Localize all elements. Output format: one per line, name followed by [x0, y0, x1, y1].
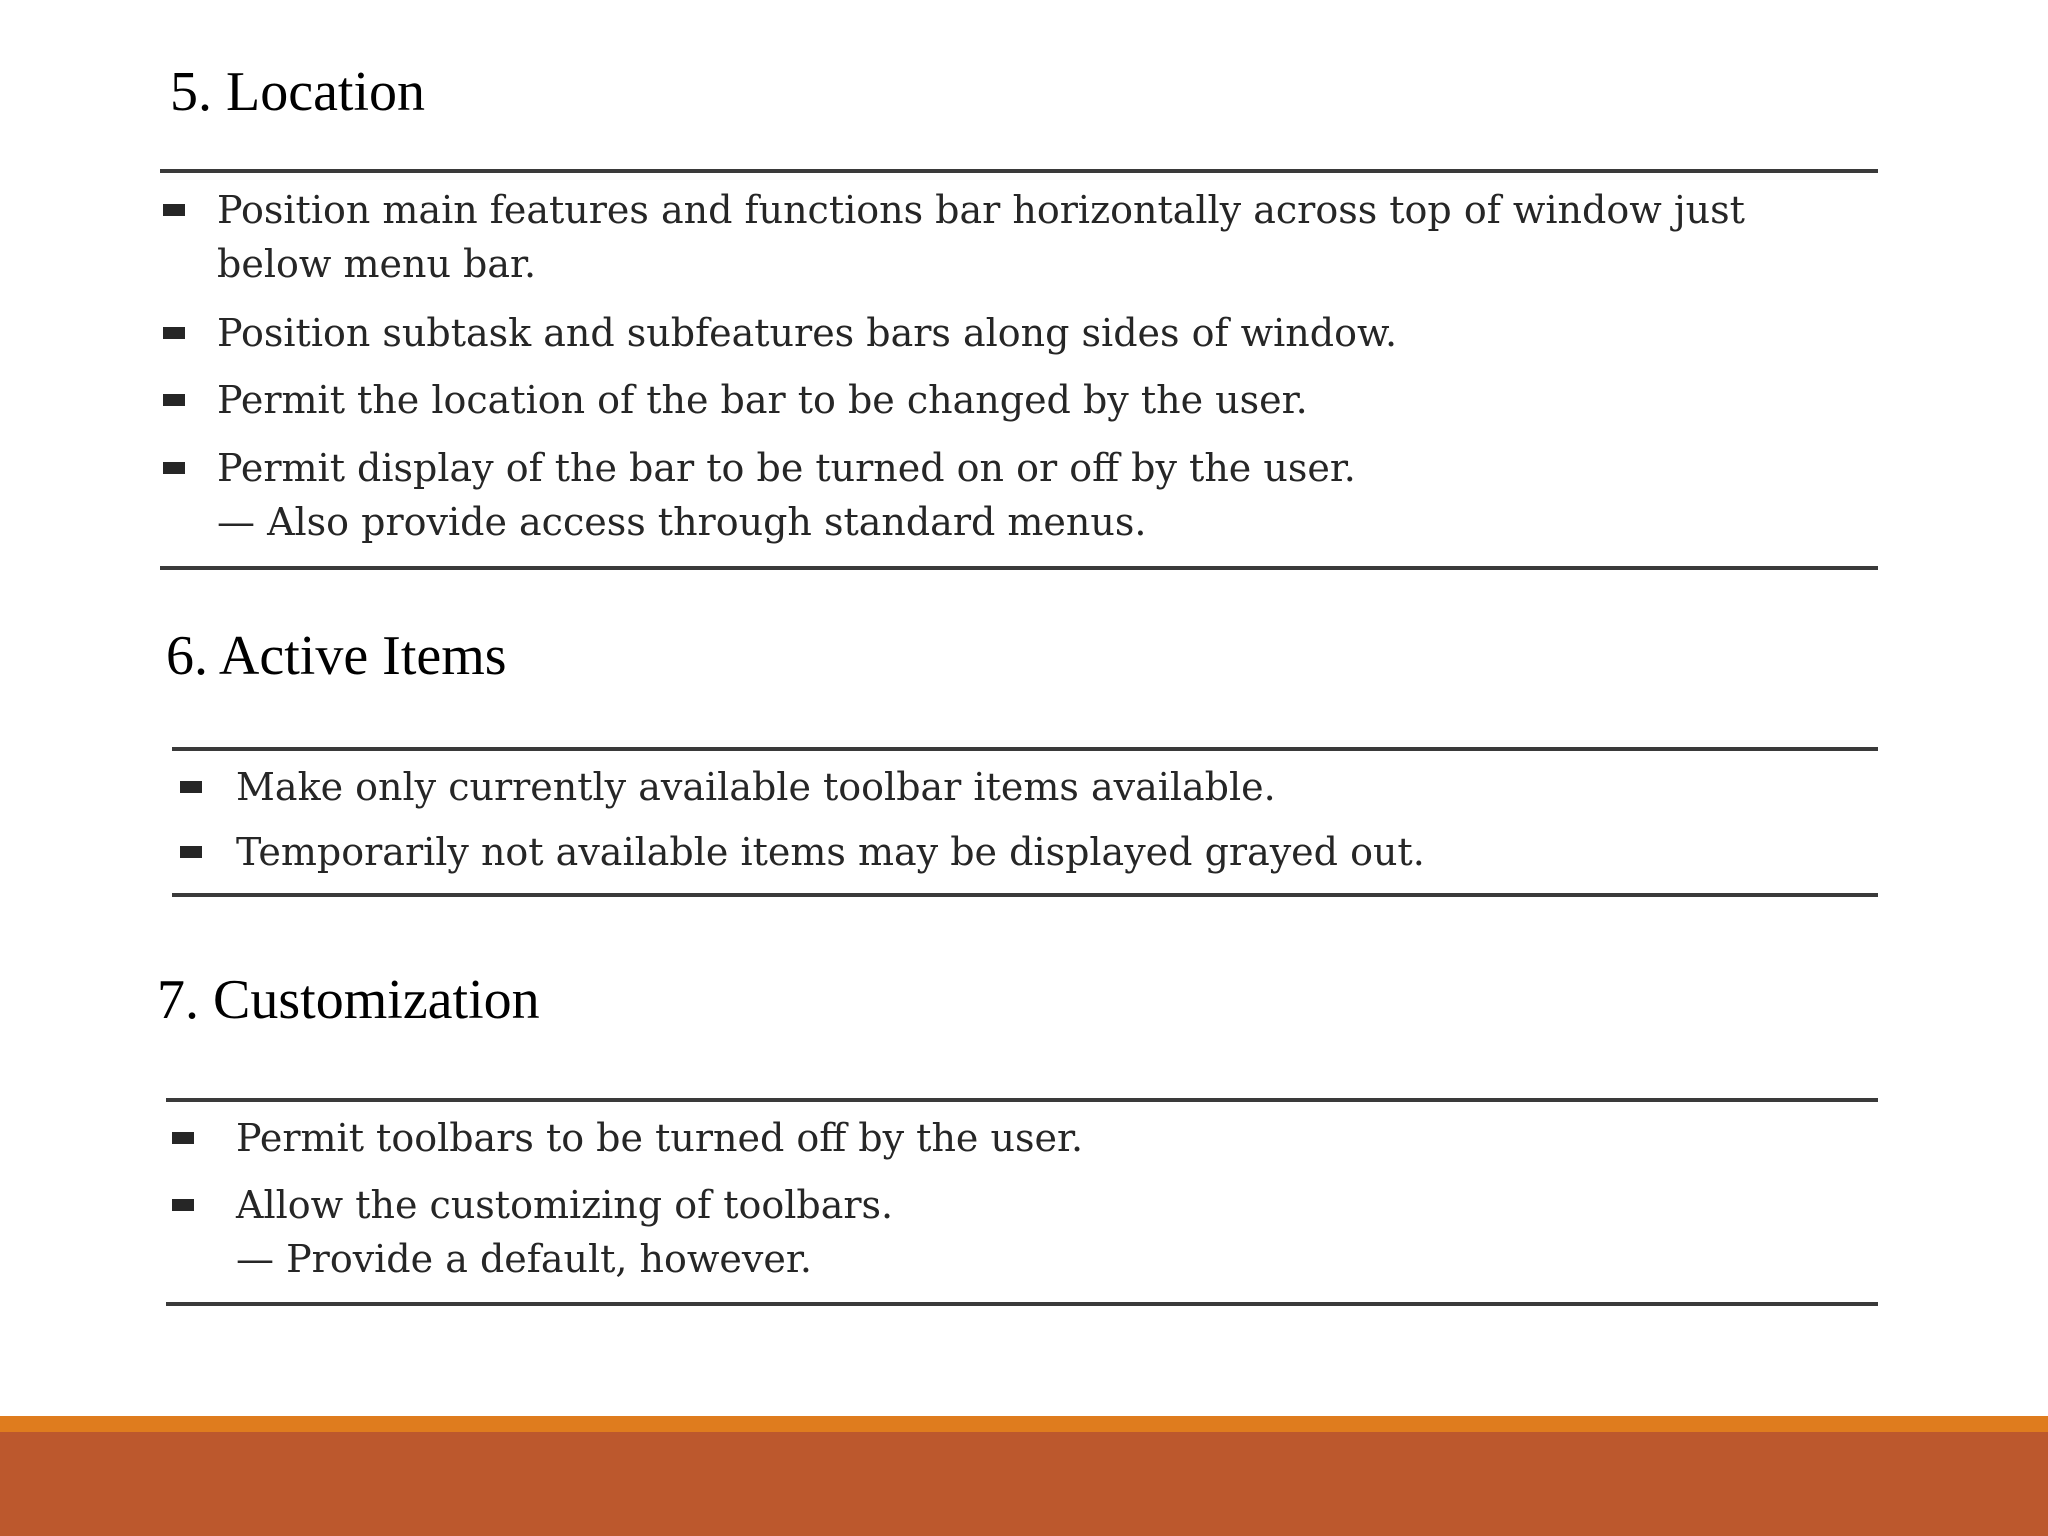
bullet-icon: [172, 1199, 194, 1211]
location-item-4-line-1: Permit display of the bar to be turned on or off by the user.: [217, 446, 1356, 490]
footer-bar: [0, 1416, 2048, 1536]
bullet-icon: [163, 204, 185, 216]
bullet-icon: [180, 781, 202, 793]
location-item-4-line-2: — Also provide access through standard menus.: [217, 500, 1147, 544]
bullet-icon: [163, 394, 185, 406]
active-items-item-1: Make only currently available toolbar items available.: [236, 765, 1276, 809]
active-items-item-2: Temporarily not available items may be displayed grayed out.: [236, 830, 1425, 874]
bullet-icon: [163, 327, 185, 339]
location-item-1-line-1: Position main features and functions bar horizontally across top of window just: [217, 188, 1745, 232]
bullet-icon: [172, 1132, 194, 1144]
section-heading-active-items: 6. Active Items: [166, 625, 507, 687]
section-heading-customization: 7. Customization: [157, 969, 540, 1031]
bullet-icon: [163, 462, 185, 474]
location-item-1-line-2: below menu bar.: [217, 242, 537, 286]
section-heading-location: 5. Location: [170, 61, 426, 123]
customization-item-2-line-1: Allow the customizing of toolbars.: [236, 1183, 894, 1227]
customization-item-1: Permit toolbars to be turned off by the user.: [236, 1116, 1084, 1160]
bullet-icon: [180, 846, 202, 858]
customization-item-2-line-2: — Provide a default, however.: [236, 1237, 812, 1281]
location-item-2: Position subtask and subfeatures bars along sides of window.: [217, 311, 1398, 355]
location-item-3: Permit the location of the bar to be changed by the user.: [217, 378, 1308, 422]
footer-accent-stripe: [0, 1416, 2048, 1432]
